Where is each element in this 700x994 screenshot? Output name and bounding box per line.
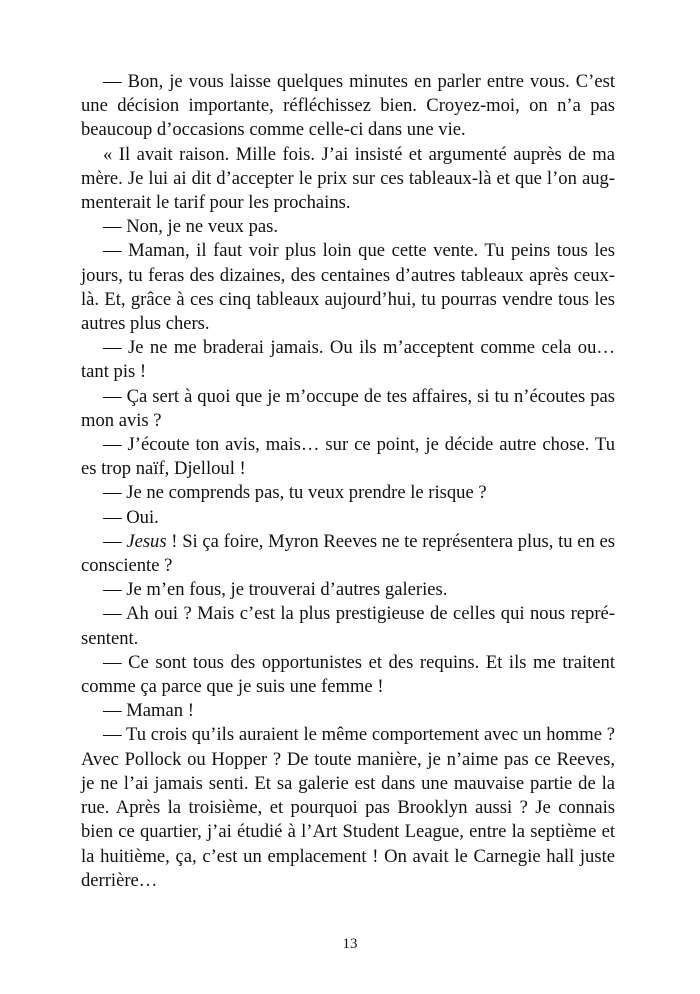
paragraph <box>81 578 615 602</box>
text-run: « Il avait raison. Mille fois. J’ai insisté et argumenté auprès de ma mère. Je lui ai dit d’accepter le prix sur ces tableaux-là et que l’on augmenterait le tarif pour les prochains. <box>81 143 615 214</box>
text-run: — Maman, il faut voir plus loin que cette vente. Tu peins tous les jours, tu feras des dizaines, des centaines d’autres tableaux après ceux-là. Et, grâce à ces cinq tableaux aujourd’hui, tu pourras vendre tous les autres plus chers. <box>81 240 615 335</box>
paragraph <box>81 70 615 143</box>
paragraph <box>81 336 615 384</box>
paragraph <box>81 239 615 336</box>
paragraph <box>81 699 615 723</box>
text-run: — Oui. <box>103 506 159 528</box>
paragraph <box>81 385 615 433</box>
paragraph <box>81 602 615 650</box>
text-run: — Ça sert à quoi que je m’occupe de tes affaires, si tu n’écoutes pas mon avis ? <box>81 385 615 431</box>
italic-text: Jesus <box>126 530 167 552</box>
paragraph <box>81 215 615 239</box>
text-run: — Non, je ne veux pas. <box>103 216 279 238</box>
text-run: — J’écoute ton avis, mais… sur ce point, je décide autre chose. Tu es trop naïf, Djelloul ! <box>81 434 615 480</box>
text-run: — Tu crois qu’ils auraient le même comportement avec un homme ? Avec Pollock ou Hopper ? De toute manière, je n’aime pas ce Reeves, je ne l’ai jamais senti. Et sa galerie est dans une mauvaise partie de la rue. Après la troisième, et pourquoi pas Brooklyn aussi ? Je connais bien ce quartier, j’ai étudié à l’Art Student League, entre la septième et la huitième, ça, c’est un emplacement ! On avait le Carnegie hall juste derrière… <box>81 724 615 891</box>
text-run: — Ah oui ? Mais c’est la plus prestigieuse de celles qui nous représentent. <box>81 603 615 649</box>
text-run: — Je ne me braderai jamais. Ou ils m’acceptent comme cela ou… tant pis ! <box>81 337 615 383</box>
body-text <box>81 70 615 893</box>
paragraph <box>81 723 615 892</box>
paragraph <box>81 143 615 216</box>
paragraph <box>81 506 615 530</box>
paragraph <box>81 481 615 505</box>
text-run: — Bon, je vous laisse quelques minutes en parler entre vous. C’est une décision importante, réfléchissez bien. Croyez-moi, on n’a pas beaucoup d’occasions comme celle-ci dans une vie. <box>81 71 615 141</box>
text-run: — Je m’en fous, je trouverai d’autres galeries. <box>103 579 448 601</box>
paragraph <box>81 433 615 481</box>
text-run: — Ce sont tous des opportunistes et des requins. Et ils me traitent comme ça parce que je suis une femme ! <box>81 651 615 698</box>
text-run: — <box>103 530 127 552</box>
text-run: ! Si ça foire, Myron Reeves ne te représentera plus, tu en es consciente ? <box>81 530 616 577</box>
paragraph <box>81 530 615 578</box>
paragraph <box>81 651 615 699</box>
text-run: — Je ne comprends pas, tu veux prendre le risque ? <box>103 482 487 504</box>
page-number: 13 <box>342 936 358 952</box>
text-run: — Maman ! <box>103 700 194 722</box>
